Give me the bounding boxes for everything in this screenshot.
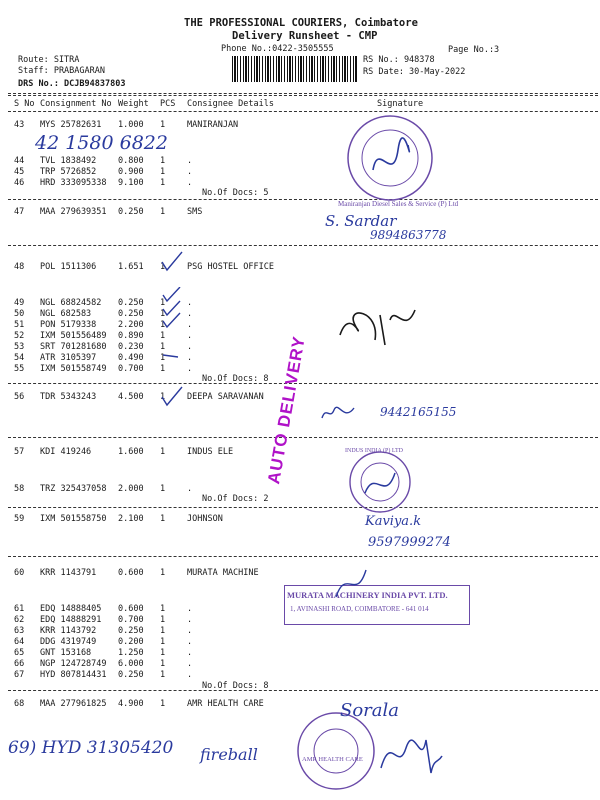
row-pcs: 1 [160,392,166,402]
row-sno: 64 [14,637,25,647]
section-divider [8,437,598,438]
section-divider [8,245,598,246]
section-divider [8,556,598,557]
row-sno: 60 [14,568,25,578]
section-divider [8,199,598,200]
row-consignee: MANIRANJAN [187,120,239,130]
row-weight: 0.250 [118,626,144,636]
row-consignee: AMR HEALTH CARE [187,699,264,709]
maniranjan-stamp [338,110,448,210]
divider [8,93,598,94]
row-weight: 2.200 [118,320,144,330]
row-consignment: SRT 701281680 [40,342,107,352]
row-sno: 45 [14,167,25,177]
signature-amr [376,728,446,778]
signature-deepa [318,400,358,426]
row-weight: 2.100 [118,514,144,524]
row-sno: 61 [14,604,25,614]
route: Route: SITRA [18,55,80,65]
amr-stamp-text: AMR HEALTH CARE [302,756,363,763]
row-sno: 51 [14,320,25,330]
row-sno: 52 [14,331,25,341]
row-weight: 6.000 [118,659,144,669]
row-consignee: JOHNSON [187,514,223,524]
row-weight: 1.600 [118,447,144,457]
handwritten-number-42: 42 1580 6822 [35,132,168,154]
divider [8,111,598,112]
row-weight: 0.800 [118,156,144,166]
row-consignment: ATR 3105397 [40,353,97,363]
row-pcs: 1 [160,637,166,647]
section-divider [8,383,598,384]
auto-delivery-stamp: AUTO DELIVERY [264,334,309,486]
col-signature: Signature [377,99,424,109]
row-consignee: . [187,331,193,341]
row-consignee: . [187,648,193,658]
row-consignment: MYS 25782631 [40,120,102,130]
row-sno: 48 [14,262,25,272]
row-consignee: DEEPA SARAVANAN [187,392,264,402]
row-pcs: 1 [160,648,166,658]
row-weight: 0.890 [118,331,144,341]
row-consignment: HYD 807814431 [40,670,107,680]
row-sno: 44 [14,156,25,166]
row-weight: 0.250 [118,670,144,680]
row-sno: 43 [14,120,25,130]
row-pcs: 1 [160,320,166,330]
handwritten-phone-sms: 9894863778 [370,228,447,242]
row-sno: 57 [14,447,25,457]
row-weight: 1.250 [118,648,144,658]
row-consignee: . [187,178,193,188]
row-consignment: POL 1511306 [40,262,97,272]
section-divider [8,690,598,691]
checkmarks [158,287,198,377]
row-consignment: IXM 501556489 [40,331,107,341]
handwritten-name-johnson: Kaviya.k [365,514,422,529]
handwritten-amr-signature: Sorala [340,700,399,721]
row-pcs: 1 [160,309,166,319]
row-consignment: GNT 153168 [40,648,92,658]
murata-stamp-line1: MURATA MACHINERY INDIA PVT. LTD. [287,590,448,600]
handwritten-name-sms: S. Sardar [325,212,397,230]
row-weight: 0.900 [118,167,144,177]
row-weight: 9.100 [118,178,144,188]
row-consignment: MAA 279639351 [40,207,107,217]
row-pcs: 1 [160,659,166,669]
row-consignment: HRD 333095338 [40,178,107,188]
row-weight: 0.250 [118,298,144,308]
row-consignment: NGL 682583 [40,309,92,319]
row-pcs: 1 [160,331,166,341]
divider [8,95,598,96]
row-sno: 54 [14,353,25,363]
checkmark [158,250,188,274]
row-sno: 59 [14,514,25,524]
row-consignee: INDUS ELE [187,447,234,457]
doc-count: No.Of Docs: 5 [202,188,269,198]
page-number: Page No.:3 [448,45,500,55]
row-consignee: . [187,320,193,330]
doc-count: No.Of Docs: 8 [202,374,269,384]
row-consignment: KRR 1143791 [40,568,97,578]
col-weight: Weight [118,99,149,109]
staff: Staff: PRABAGARAN [18,66,105,76]
signature-murata [326,562,376,602]
checkmark [158,385,188,409]
row-sno: 50 [14,309,25,319]
row-consignment: NGL 68824582 [40,298,102,308]
row-pcs: 1 [160,262,166,272]
row-consignment: TVL 1838492 [40,156,97,166]
row-consignee: . [187,604,193,614]
row-consignment: IXM 501558749 [40,364,107,374]
doc-count: No.Of Docs: 8 [202,681,269,691]
row-consignee: . [187,626,193,636]
row-consignee: . [187,167,193,177]
row-consignee: . [187,342,193,352]
row-consignee: . [187,484,193,494]
row-consignment: PON 5179338 [40,320,97,330]
row-consignee: MURATA MACHINE [187,568,259,578]
row-pcs: 1 [160,178,166,188]
row-pcs: 1 [160,670,166,680]
handwritten-phone-johnson: 9597999274 [368,535,451,550]
row-pcs: 1 [160,120,166,130]
row-pcs: 1 [160,699,166,709]
row-pcs: 1 [160,514,166,524]
row-weight: 0.250 [118,207,144,217]
row-weight: 0.700 [118,364,144,374]
row-consignee: PSG HOSTEL OFFICE [187,262,274,272]
row-consignment: DDG 4319749 [40,637,97,647]
row-consignment: TRZ 325437058 [40,484,107,494]
row-consignment: MAA 277961825 [40,699,107,709]
row-consignment: KRR 1143792 [40,626,97,636]
handwritten-phone-deepa: 9442165155 [380,405,457,419]
row-consignment: IXM 501558750 [40,514,107,524]
doc-count: No.Of Docs: 2 [202,494,269,504]
row-consignee: . [187,309,193,319]
row-pcs: 1 [160,568,166,578]
col-consignment: Consignment No [40,99,112,109]
row-consignment: KDI 419246 [40,447,92,457]
row-consignee: SMS [187,207,203,217]
row-pcs: 1 [160,484,166,494]
row-pcs: 1 [160,626,166,636]
row-weight: 0.200 [118,637,144,647]
row-pcs: 1 [160,447,166,457]
row-weight: 0.250 [118,309,144,319]
row-pcs: 1 [160,615,166,625]
row-weight: 0.230 [118,342,144,352]
row-consignee: . [187,364,193,374]
row-sno: 55 [14,364,25,374]
row-sno: 66 [14,659,25,669]
row-pcs: 1 [160,207,166,217]
signature-scribble [325,295,420,355]
row-pcs: 1 [160,342,166,352]
row-consignee: . [187,659,193,669]
document-title: Delivery Runsheet - CMP [232,30,378,42]
murata-stamp-line2: 1, AVINASHI ROAD, COIMBATORE - 641 014 [290,605,429,613]
company-name: THE PROFESSIONAL COURIERS, Coimbatore [184,17,418,29]
row-consignee: . [187,353,193,363]
row-weight: 1.000 [118,120,144,130]
row-sno: 67 [14,670,25,680]
row-consignment: EDQ 14888405 [40,604,102,614]
handwritten-number-69: 69) HYD 31305420 [8,738,174,758]
row-sno: 65 [14,648,25,658]
handwritten-fireball: fireball [200,745,258,764]
row-weight: 1.651 [118,262,144,272]
row-weight: 0.600 [118,604,144,614]
phone-number: Phone No.:0422-3505555 [221,44,334,54]
row-consignee: . [187,298,193,308]
rs-date: RS Date: 30-May-2022 [363,67,466,77]
row-pcs: 1 [160,298,166,308]
row-sno: 62 [14,615,25,625]
row-consignee: . [187,156,193,166]
row-sno: 68 [14,699,25,709]
maniranjan-stamp-text: Maniranjan Diesel Sales & Service (P) Ltd [338,200,459,208]
row-sno: 63 [14,626,25,636]
rs-number: RS No.: 948378 [363,55,435,65]
row-pcs: 1 [160,353,166,363]
row-pcs: 1 [160,364,166,374]
row-consignee: . [187,637,193,647]
col-consignee: Consignee Details [187,99,274,109]
row-weight: 0.600 [118,568,144,578]
row-sno: 49 [14,298,25,308]
row-sno: 58 [14,484,25,494]
row-consignment: TRP 5726852 [40,167,97,177]
row-sno: 53 [14,342,25,352]
row-sno: 46 [14,178,25,188]
row-pcs: 1 [160,167,166,177]
row-pcs: 1 [160,156,166,166]
row-sno: 56 [14,392,25,402]
section-divider [8,507,598,508]
row-weight: 2.000 [118,484,144,494]
row-consignment: EDQ 14888291 [40,615,102,625]
row-consignee: . [187,615,193,625]
row-weight: 0.490 [118,353,144,363]
row-weight: 4.900 [118,699,144,709]
row-consignment: NGP 124728749 [40,659,107,669]
row-consignment: TDR 5343243 [40,392,97,402]
indus-stamp [340,448,420,518]
col-sno: S No [14,99,35,109]
col-pcs: PCS [160,99,176,109]
row-pcs: 1 [160,604,166,614]
row-weight: 4.500 [118,392,144,402]
barcode [232,56,358,82]
row-sno: 47 [14,207,25,217]
row-weight: 0.700 [118,615,144,625]
drs-number: DRS No.: DCJB94837803 [18,79,126,89]
indus-stamp-text: INDUS INDIA (P) LTD [345,448,403,454]
row-consignee: . [187,670,193,680]
